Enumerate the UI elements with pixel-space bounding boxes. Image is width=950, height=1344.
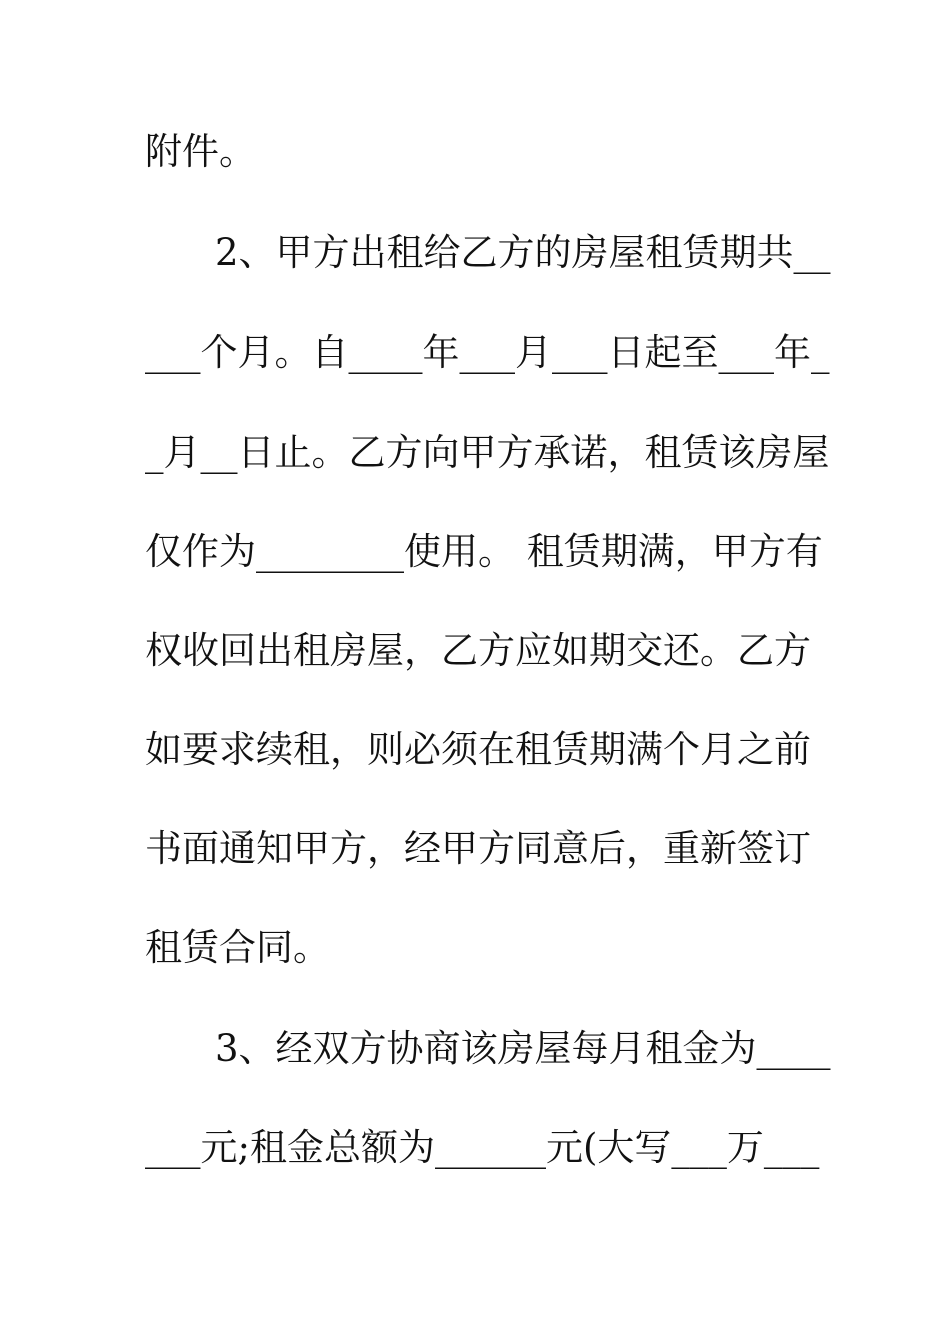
clause-3-line-1: 3、经双方协商该房屋每月租金为____ xyxy=(215,1027,831,1070)
clause-2-line-1: 2、甲方出租给乙方的房屋租赁期共__ xyxy=(215,231,831,274)
clause-2-line-2: ___个月。自____年___月___日起至___年_ xyxy=(145,331,830,374)
clause-2-line-8: 租赁合同。 xyxy=(145,926,330,969)
clause-2-line-3: _月__日止。乙方向甲方承诺，租赁该房屋 xyxy=(145,431,830,474)
clause-2-line-4: 仅作为________使用。 租赁期满，甲方有 xyxy=(145,530,823,573)
clause-3-line-2: ___元;租金总额为______元(大写___万___ xyxy=(145,1126,820,1169)
clause-2-line-5: 权收回出租房屋，乙方应如期交还。乙方 xyxy=(145,629,811,672)
clause-2-line-7: 书面通知甲方，经甲方同意后，重新签订 xyxy=(145,827,811,870)
clause-2-line-6: 如要求续租，则必须在租赁期满个月之前 xyxy=(145,728,811,771)
text-line-attachment: 附件。 xyxy=(145,130,256,173)
